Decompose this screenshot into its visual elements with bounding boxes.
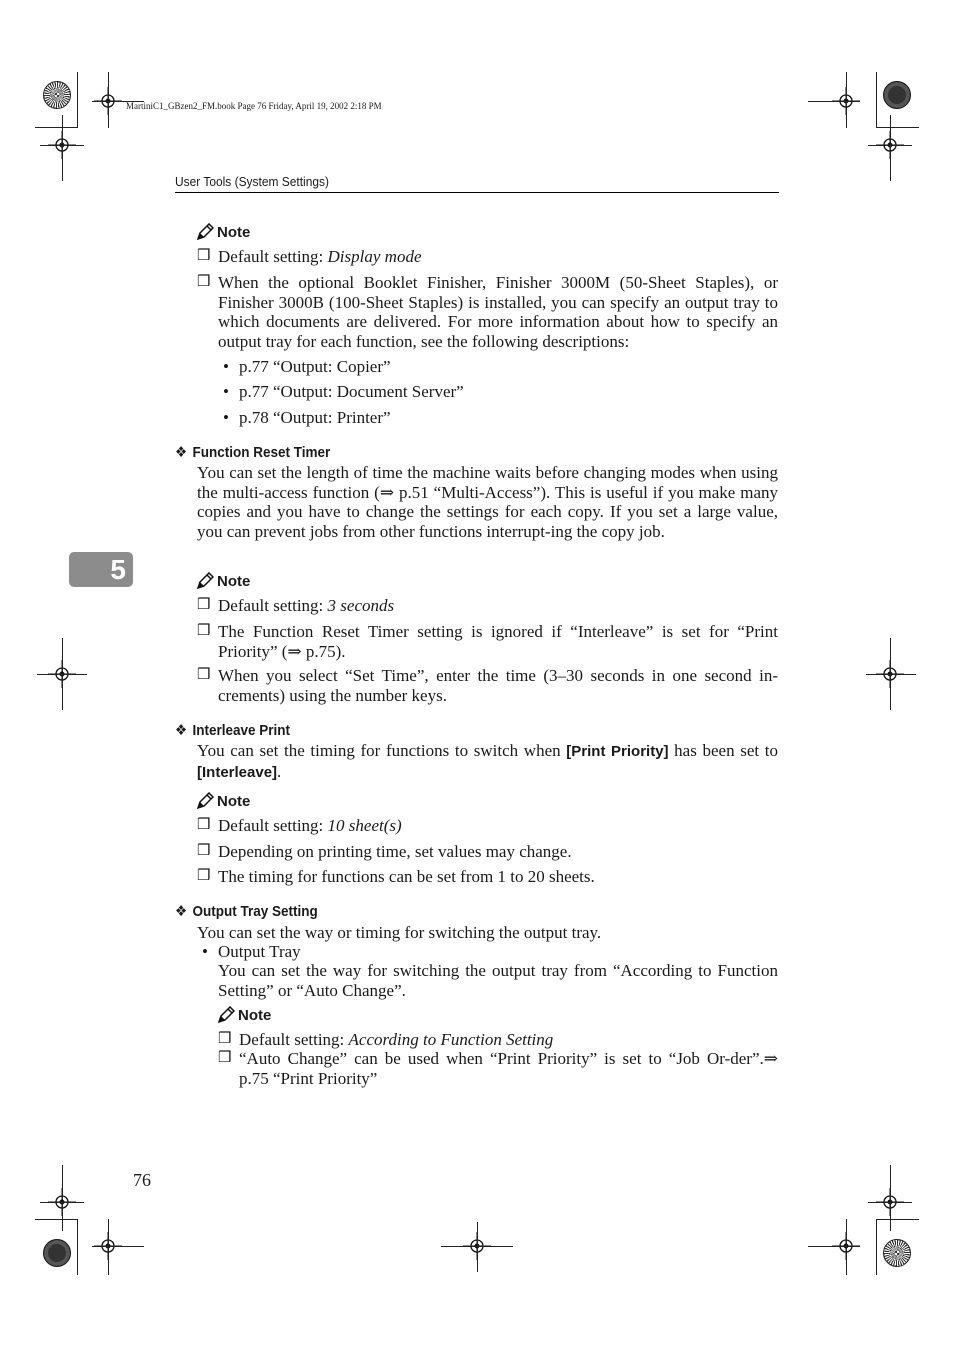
key-label: [Print Priority] [566, 743, 669, 760]
note-item: ❒ The timing for functions can be set from 1 to 20 sheets. [197, 867, 595, 886]
diamond-bullet-icon: ❖ [175, 444, 188, 461]
note-item: ❒ Default setting: Display mode [197, 247, 422, 266]
pencil-icon [196, 223, 214, 241]
color-target-icon [883, 1239, 911, 1267]
checkbox-icon: ❒ [197, 623, 211, 639]
checkbox-icon: ❒ [197, 248, 211, 264]
running-header: User Tools (System Settings) [175, 174, 329, 189]
checkbox-icon: ❒ [197, 667, 211, 683]
pencil-icon [196, 792, 214, 810]
note-item: ❒ When you select “Set Time”, enter the time (3–30 seconds in one second in-crements) using the number keys. [197, 666, 778, 705]
list-item: • Output Tray [202, 942, 301, 961]
list-item: • p.78 “Output: Printer” [223, 408, 391, 427]
diamond-bullet-icon: ❖ [175, 722, 188, 739]
note-label: Note [238, 1006, 272, 1024]
chapter-tab: 5 [69, 552, 133, 587]
note-item: ❒ “Auto Change” can be used when “Print Priority” is set to “Job Or-der”.⇒ p.75 “Print Priority” [218, 1049, 778, 1088]
note-item: ❒ The Function Reset Timer setting is ignored if “Interleave” is set for “Print Priority” (⇒ p.75). [197, 622, 778, 661]
checkbox-icon: ❒ [197, 597, 211, 613]
section-heading: ❖ Function Reset Timer [175, 444, 331, 461]
note-label: Note [217, 223, 251, 241]
checkbox-icon: ❒ [197, 274, 211, 290]
note-item: ❒ When the optional Booklet Finisher, Finisher 3000M (50-Sheet Staples), or Finisher 3000B (100-Sheet Staples) is installed, you can specify an output tray to which documents are delivered. For more information about how to specify an output tray for each function, see the following descriptions: [197, 273, 778, 351]
pencil-icon [217, 1006, 235, 1024]
color-target-icon [43, 1239, 71, 1267]
diamond-bullet-icon: ❖ [175, 903, 188, 920]
list-item: • p.77 “Output: Copier” [223, 357, 391, 376]
note-heading [196, 792, 250, 810]
page-number: 76 [133, 1170, 151, 1190]
note-item: ❒ Default setting: 3 seconds [197, 596, 395, 615]
note-item: ❒ Default setting: 10 sheet(s) [197, 816, 402, 835]
header-rule [175, 192, 779, 193]
list-item-body: You can set the way for switching the output tray from “According to Function Setting” or “Auto Change”. [218, 961, 778, 1000]
checkbox-icon: ❒ [218, 1050, 232, 1066]
note-item: ❒ Default setting: According to Function Setting [218, 1030, 554, 1049]
pencil-icon [196, 572, 214, 590]
checkbox-icon: ❒ [197, 817, 211, 833]
section-heading: ❖ Output Tray Setting [175, 903, 318, 920]
key-label: [Interleave] [197, 763, 278, 781]
section-body: You can set the timing for functions to switch when [Print Priority] has been set to [Interleave]. [197, 741, 779, 781]
checkbox-icon: ❒ [197, 843, 211, 859]
note-heading [217, 1006, 271, 1024]
list-item: • p.77 “Output: Document Server” [223, 382, 464, 401]
section-heading: ❖ Interleave Print [175, 722, 291, 739]
note-heading [196, 572, 250, 590]
section-body: You can set the length of time the machine waits before changing modes when using the multi-access function (⇒ p.51 “Multi-Access”). This is useful if you make many copies and you have to change the settings for each copy. If you set a large value, you can prevent jobs from other functions interrupt-ing the copy job. [197, 463, 778, 541]
print-info: MartiniC1_GBzen2_FM.book Page 76 Friday, April 19, 2002 2:18 PM [126, 101, 382, 111]
checkbox-icon: ❒ [218, 1031, 232, 1047]
color-target-icon [43, 81, 71, 109]
note-label: Note [217, 792, 251, 810]
note-label: Note [217, 572, 251, 590]
section-body: You can set the way or timing for switching the output tray. [197, 923, 602, 942]
color-target-icon [883, 81, 911, 109]
note-item: ❒ Depending on printing time, set values may change. [197, 842, 572, 861]
checkbox-icon: ❒ [197, 868, 211, 884]
note-heading [196, 223, 250, 241]
